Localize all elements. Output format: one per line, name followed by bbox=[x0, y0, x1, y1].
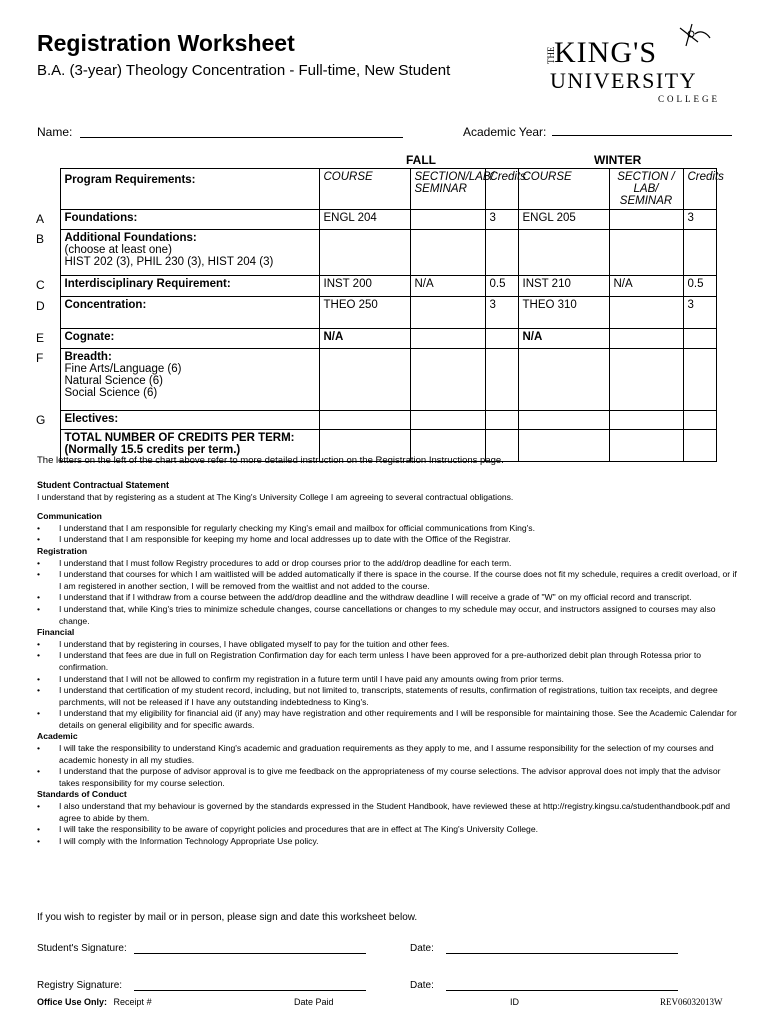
winter-course-cell[interactable]: THEO 310 bbox=[518, 297, 609, 329]
winter-section-cell[interactable] bbox=[609, 349, 683, 411]
list-item: • I will take the responsibility to be aware of copyright policies and procedures that are in effect at The King's University College. bbox=[37, 824, 737, 836]
signoff-instruction: If you wish to register by mail or in person, please sign and date this worksheet below. bbox=[37, 912, 418, 923]
list-item: • I also understand that my behaviour is governed by the standards expressed in the Student Handbook, have reviewed these at http://registry.kingsu.ca/studenthandbook.pdf and agree to abide by them. bbox=[37, 801, 737, 824]
list-item: • I understand that I am responsible for regularly checking my King's email and mailbox for official communications from King's. bbox=[37, 523, 737, 535]
row-letter: A bbox=[36, 211, 45, 226]
table-row bbox=[34, 297, 716, 329]
date-paid-label: Date Paid bbox=[294, 997, 334, 1007]
winter-course-cell[interactable] bbox=[518, 230, 609, 276]
list-item: • I understand that by registering in courses, I have obligated myself to pay for the tuition and other fees. bbox=[37, 639, 737, 651]
contract-heading: Student Contractual Statement bbox=[37, 480, 170, 490]
requirement-note: (choose at least one) bbox=[64, 244, 172, 256]
logo-university: UNIVERSITY bbox=[550, 68, 697, 93]
page-title: Registration Worksheet bbox=[37, 30, 295, 56]
fall-section-cell[interactable]: N/A bbox=[410, 276, 485, 297]
academic-year-label: Academic Year: bbox=[463, 125, 547, 139]
requirement-note: Social Science (6) bbox=[64, 387, 158, 399]
fall-credits-cell[interactable] bbox=[485, 349, 518, 411]
list-item: • I understand that fees are due in full on Registration Confirmation day for each term unless I have been approved for a pre-authorized debit plan through Rotessa prior to confirmation. bbox=[37, 650, 737, 673]
list-item: • I will take the responsibility to understand King's academic and graduation requirements as they apply to me, and I assume responsibility for the selection of my courses and academic honesty in all my studies. bbox=[37, 743, 737, 766]
winter-section-cell[interactable] bbox=[609, 230, 683, 276]
registry-date-label: Date: bbox=[410, 980, 434, 991]
fall-section-cell[interactable] bbox=[410, 297, 485, 329]
winter-credits-cell[interactable] bbox=[683, 230, 716, 276]
winter-credits-cell[interactable]: 0.5 bbox=[683, 276, 716, 297]
contract-intro: I understand that by registering as a student at The King's University College I am agreeing to several contractual obligations. bbox=[37, 491, 514, 502]
winter-course-header: COURSE bbox=[518, 169, 609, 210]
fall-credits-cell[interactable] bbox=[485, 411, 518, 430]
row-letter: C bbox=[36, 277, 45, 292]
section-title: Financial bbox=[37, 627, 75, 638]
winter-credits-cell[interactable]: 3 bbox=[683, 210, 716, 230]
winter-section-header: SECTION / LAB/ SEMINAR bbox=[609, 169, 683, 210]
fall-credits-header: Credits bbox=[485, 169, 518, 210]
logo-the: THE bbox=[546, 46, 556, 64]
fall-section-cell[interactable] bbox=[410, 349, 485, 411]
row-letter: B bbox=[36, 231, 45, 246]
table-header-row bbox=[34, 169, 716, 210]
logo-college: COLLEGE bbox=[658, 94, 720, 104]
revision-code: REV06032013W bbox=[660, 997, 723, 1007]
winter-credits-cell[interactable]: 3 bbox=[683, 297, 716, 329]
fall-section-cell[interactable] bbox=[410, 329, 485, 349]
winter-label: WINTER bbox=[594, 153, 642, 167]
winter-total-section-cell[interactable] bbox=[609, 430, 683, 462]
requirements-table bbox=[34, 168, 724, 462]
fall-course-cell[interactable]: INST 200 bbox=[319, 276, 410, 297]
requirement-name: Foundations: bbox=[60, 210, 319, 230]
table-row bbox=[34, 230, 716, 276]
row-letter: D bbox=[36, 298, 45, 313]
list-item: • I understand that I am responsible for keeping my home and local addresses up to date with the Office of the Registrar. bbox=[37, 534, 737, 546]
university-logo bbox=[540, 20, 730, 106]
winter-course-cell[interactable]: N/A bbox=[518, 329, 609, 349]
requirement-name: Electives: bbox=[60, 411, 319, 430]
contract-block bbox=[37, 480, 737, 847]
fall-section-cell[interactable] bbox=[410, 411, 485, 430]
winter-credits-cell[interactable] bbox=[683, 411, 716, 430]
requirement-name: Cognate: bbox=[60, 329, 319, 349]
fall-credits-cell[interactable] bbox=[485, 329, 518, 349]
program-requirements-header: Program Requirements: bbox=[60, 169, 319, 210]
list-item: • I understand that certification of my student record, including, but not limited to, transcripts, statements of results, confirmation of registrations, tuition tax receipts, and degree parchments, will not be released if I have any outstanding indebtedness to King's. bbox=[37, 685, 737, 708]
fall-credits-cell[interactable]: 3 bbox=[485, 297, 518, 329]
list-item: • I understand that, while King's tries to minimize schedule changes, course cancellations or changes to my schedule may occur, and instructors assigned to courses may also change. bbox=[37, 604, 737, 627]
student-date-label: Date: bbox=[410, 943, 434, 954]
student-signature-label: Student's Signature: bbox=[37, 943, 127, 954]
list-item: • I understand that my eligibility for financial aid (if any) may have registration and other requirements and I will be responsible for maintaining those. See the Academic Calendar for details on general eligibility and for specific awards. bbox=[37, 708, 737, 731]
row-letter: G bbox=[36, 412, 46, 427]
winter-course-cell[interactable] bbox=[518, 411, 609, 430]
list-item: • I understand that if I withdraw from a course between the add/drop deadline and the withdraw deadline I will receive a grade of "W" on my official record and transcript. bbox=[37, 592, 737, 604]
requirement-name: Additional Foundations: (choose at least one) HIST 202 (3), PHIL 230 (3), HIST 204 (3) bbox=[60, 230, 319, 276]
section-title: Registration bbox=[37, 545, 88, 556]
logo-mark-icon bbox=[680, 24, 710, 46]
row-letter: E bbox=[36, 330, 45, 345]
list-item: • I understand that courses for which I am waitlisted will be added automatically if there is space in the course. If the course does not fit my schedule, requires a credit overload, or if I am registered in another section, I will be removed from the waitlist and not added to the course. bbox=[37, 569, 737, 592]
fall-course-cell[interactable] bbox=[319, 411, 410, 430]
fall-course-cell[interactable] bbox=[319, 230, 410, 276]
requirement-note: Fine Arts/Language (6) bbox=[64, 363, 182, 375]
section-title: Academic bbox=[37, 731, 78, 742]
requirement-name: Breadth: Fine Arts/Language (6) Natural Science (6) Social Science (6) bbox=[60, 349, 319, 411]
name-field[interactable] bbox=[80, 137, 403, 138]
fall-credits-cell[interactable] bbox=[485, 230, 518, 276]
page-subtitle: B.A. (3-year) Theology Concentration - Full-time, New Student bbox=[37, 62, 451, 79]
requirement-note: Natural Science (6) bbox=[64, 375, 163, 387]
table-row bbox=[34, 349, 716, 411]
table-note: The letters on the left of the chart above refer to more detailed instruction on the Registration Instructions page. bbox=[37, 455, 504, 466]
fall-section-cell[interactable] bbox=[410, 230, 485, 276]
registry-date-field[interactable] bbox=[446, 990, 678, 991]
id-label: ID bbox=[510, 997, 519, 1007]
fall-course-cell[interactable] bbox=[319, 349, 410, 411]
winter-total-credits-cell[interactable] bbox=[683, 430, 716, 462]
winter-section-cell[interactable] bbox=[609, 210, 683, 230]
list-item: • I understand that the purpose of advisor approval is to give me feedback on the appropriateness of my course selections. The advisor approval does not imply that the advisor takes responsibility for my course selection. bbox=[37, 766, 737, 789]
winter-credits-cell[interactable] bbox=[683, 329, 716, 349]
winter-section-cell[interactable] bbox=[609, 411, 683, 430]
totals-label: TOTAL NUMBER OF CREDITS PER TERM: (Normally 15.5 credits per term.) bbox=[60, 430, 319, 462]
requirement-name: Interdisciplinary Requirement: bbox=[60, 276, 319, 297]
registry-signature-label: Registry Signature: bbox=[37, 980, 123, 991]
receipt-label: Receipt # bbox=[113, 997, 152, 1007]
list-item: • I understand that I will not be allowed to confirm my registration in a future term until I have paid any amounts owing from prior terms. bbox=[37, 674, 737, 686]
requirement-note: HIST 202 (3), PHIL 230 (3), HIST 204 (3) bbox=[64, 256, 274, 268]
list-item: • I will comply with the Information Technology Appropriate Use policy. bbox=[37, 836, 737, 848]
student-signature-field[interactable] bbox=[134, 953, 366, 954]
table-row bbox=[34, 210, 716, 230]
fall-label: FALL bbox=[406, 153, 436, 167]
fall-course-cell[interactable]: ENGL 204 bbox=[319, 210, 410, 230]
winter-course-cell[interactable]: INST 210 bbox=[518, 276, 609, 297]
table-row bbox=[34, 411, 716, 430]
requirement-name: Concentration: bbox=[60, 297, 319, 329]
winter-section-cell[interactable] bbox=[609, 297, 683, 329]
section-title: Standards of Conduct bbox=[37, 789, 127, 800]
row-letter: F bbox=[36, 350, 44, 365]
section-title: Communication bbox=[37, 511, 102, 522]
winter-credits-cell[interactable] bbox=[683, 349, 716, 411]
fall-course-cell[interactable]: THEO 250 bbox=[319, 297, 410, 329]
fall-section-header: SECTION/LAB/ SEMINAR bbox=[410, 169, 485, 210]
fall-credits-cell[interactable]: 0.5 bbox=[485, 276, 518, 297]
fall-course-cell[interactable]: N/A bbox=[319, 329, 410, 349]
office-use-label: Office Use Only: bbox=[37, 997, 108, 1007]
academic-year-field[interactable] bbox=[552, 135, 732, 136]
logo-kings: KING'S bbox=[554, 36, 658, 69]
winter-course-cell[interactable] bbox=[518, 349, 609, 411]
winter-credits-header: Credits bbox=[683, 169, 716, 210]
table-row bbox=[34, 276, 716, 297]
winter-course-cell[interactable]: ENGL 205 bbox=[518, 210, 609, 230]
fall-course-header: COURSE bbox=[319, 169, 410, 210]
office-use-row bbox=[37, 997, 152, 1007]
registry-signature-field[interactable] bbox=[134, 990, 366, 991]
winter-section-cell[interactable]: N/A bbox=[609, 276, 683, 297]
student-date-field[interactable] bbox=[446, 953, 678, 954]
name-label: Name: bbox=[37, 125, 73, 139]
winter-total-course-cell[interactable] bbox=[518, 430, 609, 462]
table-row bbox=[34, 329, 716, 349]
fall-credits-cell[interactable]: 3 bbox=[485, 210, 518, 230]
fall-section-cell[interactable] bbox=[410, 210, 485, 230]
winter-section-cell[interactable] bbox=[609, 329, 683, 349]
list-item: • I understand that I must follow Registry procedures to add or drop courses prior to the add/drop deadline for each term. bbox=[37, 558, 737, 570]
